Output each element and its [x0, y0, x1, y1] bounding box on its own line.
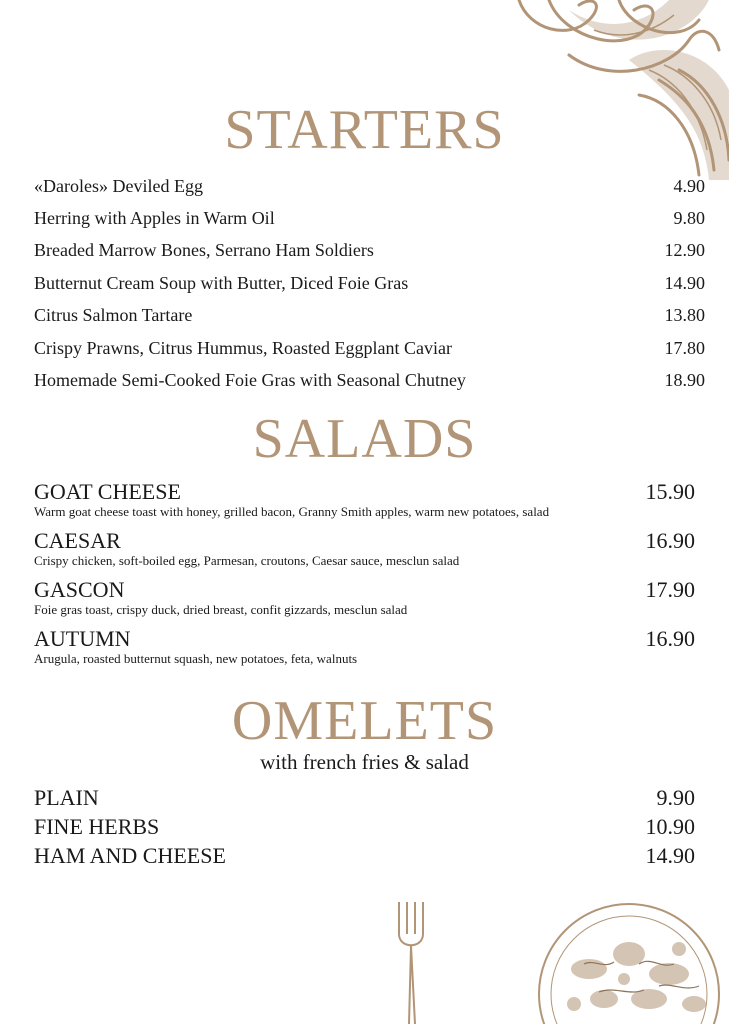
- salad-description: Arugula, roasted butternut squash, new potatoes, feta, walnuts: [34, 651, 358, 666]
- item-name: «Daroles» Deviled Egg: [34, 176, 203, 196]
- menu-item: [34, 302, 705, 328]
- salad-description: Crispy chicken, soft-boiled egg, Parmesan, croutons, Caesar sauce, mesclun salad: [34, 553, 460, 568]
- salad-description: Foie gras toast, crispy duck, dried breast, confit gizzards, mesclun salad: [34, 602, 408, 617]
- item-price: 4.90: [673, 176, 705, 196]
- menu-item: [34, 173, 705, 199]
- item-price: 9.80: [673, 208, 705, 228]
- item-name: Herring with Apples in Warm Oil: [34, 208, 275, 228]
- omelets-subtitle: with french fries & salad: [260, 750, 469, 774]
- salad-item: [34, 528, 695, 576]
- salad-item: [34, 626, 695, 674]
- salad-price: 15.90: [645, 479, 695, 504]
- menu-item: [34, 270, 705, 296]
- item-name: Butternut Cream Soup with Butter, Diced Foie Gras: [34, 273, 409, 293]
- salad-price: 16.90: [645, 528, 695, 553]
- item-price: 13.80: [664, 305, 705, 325]
- salad-name: CAESAR: [34, 528, 121, 553]
- item-name: Breaded Marrow Bones, Serrano Ham Soldiers: [34, 240, 374, 260]
- salad-plate-illustration-icon: [539, 904, 719, 1024]
- omelet-item: [34, 842, 695, 870]
- item-price: 17.80: [664, 338, 705, 358]
- salad-item: [34, 577, 695, 625]
- menu-item: [34, 205, 705, 231]
- omelet-name: PLAIN: [34, 785, 99, 810]
- salad-description: Warm goat cheese toast with honey, grilled bacon, Granny Smith apples, warm new potatoes, salad: [34, 504, 550, 519]
- omelet-name: FINE HERBS: [34, 814, 160, 839]
- salad-price: 16.90: [645, 626, 695, 651]
- table-setting-illustration: [389, 874, 729, 1024]
- item-name: Crispy Prawns, Citrus Hummus, Roasted Eggplant Caviar: [34, 338, 452, 358]
- omelet-item: [34, 813, 695, 841]
- menu-item: [34, 335, 705, 361]
- salad-name: GOAT CHEESE: [34, 479, 181, 504]
- item-price: 18.90: [664, 370, 705, 390]
- item-price: 14.90: [664, 273, 705, 293]
- salads-title: SALADS: [252, 408, 477, 470]
- salad-price: 17.90: [645, 577, 695, 602]
- item-name: Citrus Salmon Tartare: [34, 305, 193, 325]
- fork-icon: [399, 902, 423, 1024]
- omelet-price: 14.90: [645, 843, 695, 868]
- item-price: 12.90: [664, 240, 705, 260]
- starters-title: STARTERS: [224, 99, 505, 161]
- omelet-price: 10.90: [645, 814, 695, 839]
- salad-name: GASCON: [34, 577, 125, 602]
- omelet-item: [34, 784, 695, 812]
- salad-name: AUTUMN: [34, 626, 131, 651]
- menu-item: [34, 367, 705, 393]
- salad-item: [34, 479, 695, 527]
- item-name: Homemade Semi-Cooked Foie Gras with Seasonal Chutney: [34, 370, 466, 390]
- menu-item: [34, 237, 705, 263]
- omelets-title: OMELETS: [231, 690, 498, 752]
- omelet-name: HAM AND CHEESE: [34, 843, 226, 868]
- omelet-price: 9.90: [656, 785, 695, 810]
